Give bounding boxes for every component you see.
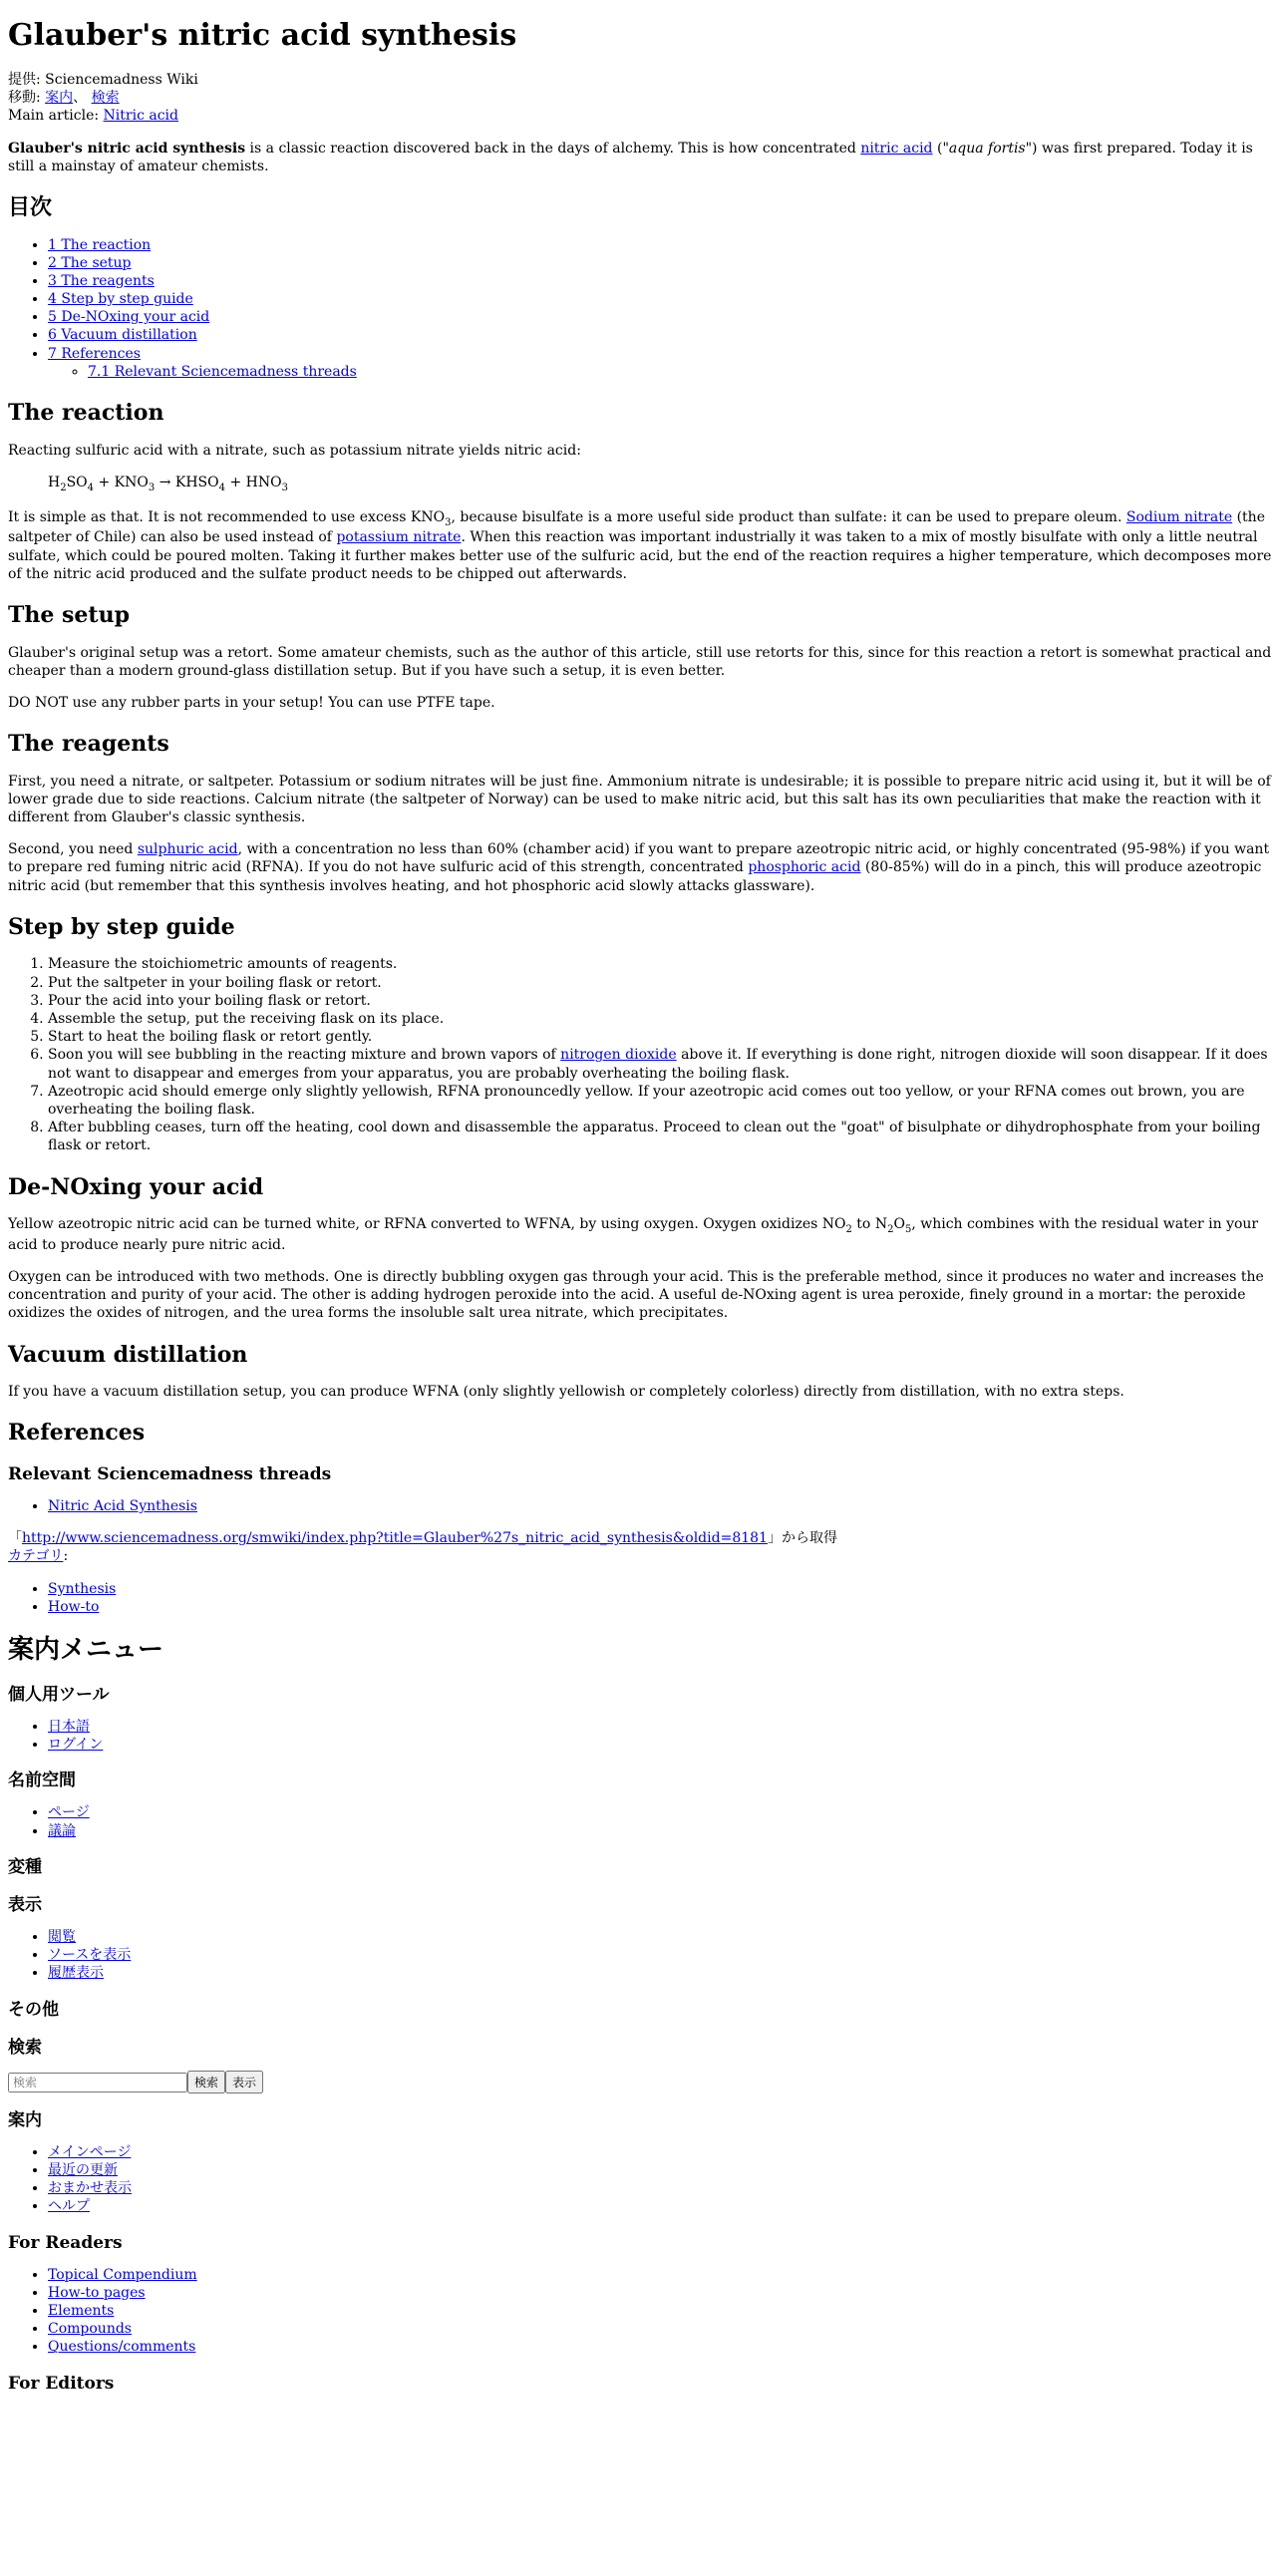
guide-step: 4. Assemble the setup, put the receiving flask on its place. <box>48 1010 1272 1028</box>
navigation-item <box>48 2143 1272 2161</box>
paragraph-text: O <box>893 1216 905 1233</box>
namespaces-list <box>8 1803 1272 1839</box>
reaction-paragraph-1: Reacting sulfuric acid with a nitrate, such as potassium nitrate yields nitric acid: <box>8 442 581 459</box>
compounds-link[interactable]: Compounds <box>48 2321 132 2338</box>
subscript: 3 <box>445 516 452 528</box>
guide-step: 7. Azeotropic acid should emerge only slightly yellowish, RFNA pronouncedly yellow. If your azeotropic acid comes out too yellow, or your RFNA comes out brown, you are overheating the boiling flask. <box>48 1083 1272 1119</box>
readers-item <box>48 2302 1272 2320</box>
view-item <box>48 1964 1272 1982</box>
page-tab-link[interactable]: ページ <box>48 1804 90 1821</box>
page <box>0 16 1280 2395</box>
view-item <box>48 1946 1272 1964</box>
toc-link-reaction[interactable]: 1 The reaction <box>48 236 152 253</box>
intro-text: (" <box>932 140 949 157</box>
toc-item <box>48 326 1272 344</box>
category-item <box>48 1580 1272 1598</box>
guide-steps <box>8 955 1272 1154</box>
main-article-prefix: Main article: <box>8 108 100 125</box>
equation-part: → KHSO <box>155 474 219 490</box>
namespaces-heading: 名前空間 <box>8 1771 76 1791</box>
section-heading-references: References <box>8 1420 146 1447</box>
login-link[interactable]: ログイン <box>48 1737 104 1754</box>
navigation-list <box>8 2143 1272 2216</box>
paragraph-text: , with a concentration no less than 60% (chamber acid) if you want to prepare azeotropic nitric acid, or highly concentrated (95-98%) if you want to prepare red fuming nitric acid (RFNA). If you do not have sulfuric acid of this strength, concentrated <box>8 841 1270 876</box>
denox-paragraph-1 <box>8 1215 1272 1254</box>
toc-title: 目次 <box>8 193 53 220</box>
equation-subscript: 3 <box>148 482 156 493</box>
search-input[interactable] <box>8 2073 187 2093</box>
howto-pages-link[interactable]: How-to pages <box>48 2284 146 2301</box>
equation-part: H <box>48 474 61 490</box>
threads-list <box>8 1497 1272 1515</box>
paragraph-text: , because bisulfate is a more useful side product than sulfate: it can be used to prepare oleum. <box>451 508 1126 525</box>
equation-subscript: 4 <box>87 482 95 493</box>
main-page-link[interactable]: メインページ <box>48 2143 132 2160</box>
toc-link-reagents[interactable]: 3 The reagents <box>48 272 155 289</box>
threads-subheading: Relevant Sciencemadness threads <box>8 1464 332 1485</box>
intro-bold-term: Glauber's nitric acid synthesis <box>8 140 246 157</box>
help-link[interactable]: ヘルプ <box>48 2198 90 2215</box>
variants-heading: 変種 <box>8 1856 42 1877</box>
toc-subitem <box>88 363 1272 381</box>
toc-link-guide[interactable]: 4 Step by step guide <box>48 291 193 308</box>
category-colon: : <box>63 1548 69 1565</box>
equation-subscript: 3 <box>281 482 288 493</box>
for-readers-list <box>8 2266 1272 2357</box>
category-synthesis-link[interactable]: Synthesis <box>48 1580 117 1597</box>
section-heading-vacuum: Vacuum distillation <box>8 1341 248 1368</box>
random-page-link[interactable]: おまかせ表示 <box>48 2180 132 2197</box>
for-readers-heading: For Readers <box>8 2232 123 2253</box>
toc-item <box>48 345 1272 381</box>
sodium-nitrate-link[interactable]: Sodium nitrate <box>1125 508 1233 525</box>
section-heading-reaction: The reaction <box>8 400 164 427</box>
toc-list <box>8 236 1272 382</box>
section-heading-denox: De-NOxing your acid <box>8 1173 264 1200</box>
intro-paragraph <box>8 140 1272 175</box>
readers-item <box>48 2284 1272 2302</box>
setup-paragraph-1: Glauber's original setup was a retort. Some amateur chemists, such as the author of this article, still use retorts for this, since for this reaction a retort is somewhat practical and cheaper than a modern ground-glass distillation setup. But if you have such a setup, it is even better. <box>8 644 1272 679</box>
equation-part: SO <box>66 474 88 490</box>
phosphoric-acid-link[interactable]: phosphoric acid <box>748 859 861 876</box>
view-source-link[interactable]: ソースを表示 <box>48 1947 132 1964</box>
categories-link[interactable]: カテゴリ <box>8 1548 64 1565</box>
guide-step: 1. Measure the stoichiometric amounts of reagents. <box>48 955 1272 973</box>
guide-step: 8. After bubbling ceases, turn off the heating, cool down and disassemble the apparatus. Proceed to clean out the "goat" of bisulphate or dihydrophosphate from your boiling flask or retort. <box>48 1119 1272 1154</box>
paragraph-text: (the saltpeter of Chile) can also be used instead of <box>8 508 1265 546</box>
toc-item <box>48 272 1272 290</box>
nitrogen-dioxide-link[interactable]: nitrogen dioxide <box>560 1047 677 1064</box>
search-form <box>8 2071 1272 2093</box>
navigation-item <box>48 2197 1272 2215</box>
nitric-acid-link[interactable]: nitric acid <box>860 140 933 157</box>
guide-step: 3. Pour the acid into your boiling flask or retort. <box>48 992 1272 1010</box>
guide-step: 2. Put the saltpeter in your boiling flask or retort. <box>48 974 1272 992</box>
category-howto-link[interactable]: How-to <box>48 1598 100 1615</box>
section-heading-reagents: The reagents <box>8 731 169 758</box>
reaction-paragraph-2 <box>8 508 1272 583</box>
intro-text: ") was first prepared. Today it is still a mainstay of amateur chemists. <box>8 140 1253 174</box>
toc-item <box>48 254 1272 272</box>
thread-item <box>48 1497 1272 1515</box>
main-article-link[interactable]: Nitric acid <box>103 108 178 125</box>
guide-step: 5. Start to heat the boiling flask or retort gently. <box>48 1028 1272 1046</box>
language-link[interactable]: 日本語 <box>48 1718 90 1735</box>
talk-tab-link[interactable]: 議論 <box>48 1822 76 1839</box>
toc-item <box>48 308 1272 326</box>
paragraph-text: to N <box>851 1216 888 1233</box>
retrieved-bracket: 「 <box>8 1530 22 1547</box>
toc-link-threads[interactable]: 7.1 Relevant Sciencemadness threads <box>88 363 357 380</box>
sulphuric-acid-link[interactable]: sulphuric acid <box>137 841 238 858</box>
paragraph-text: Yellow azeotropic nitric acid can be turned white, or RFNA converted to WFNA, by using oxygen. Oxygen oxidizes NO <box>8 1216 846 1233</box>
jump-to-navigation-link[interactable]: 案内 <box>45 90 74 107</box>
toc-link-setup[interactable]: 2 The setup <box>48 254 132 271</box>
page-title: Glauber's nitric acid synthesis <box>8 18 517 53</box>
toc-item <box>48 236 1272 254</box>
search-heading: 検索 <box>8 2037 42 2058</box>
subscript: 5 <box>904 1223 912 1235</box>
potassium-nitrate-link[interactable]: potassium nitrate <box>336 529 462 546</box>
toc-link-denox[interactable]: 5 De-NOxing your acid <box>48 309 210 326</box>
go-button[interactable]: 表示 <box>225 2071 263 2093</box>
site-sub: 提供: Sciencemadness Wiki <box>8 72 198 88</box>
nav-menu-heading: 案内メニュー <box>8 1635 164 1666</box>
history-link[interactable]: 履歴表示 <box>48 1965 104 1982</box>
retrieved-suffix: 」から取得 <box>767 1530 837 1547</box>
reagents-paragraph-1: First, you need a nitrate, or saltpeter. Potassium or sodium nitrates will be just fine. Ammonium nitrate is undesirable; it is possible to prepare nitric acid using it, but it will be of lower grade due to side reactions. Calcium nitrate (the saltpeter of Norway) can be used to make nitric acid, but this salt has its own peculiarities that make the reaction with it different from Glauber's classic synthesis. <box>8 773 1271 826</box>
retrieved-from <box>8 1529 1272 1547</box>
recent-changes-link[interactable]: 最近の更新 <box>48 2162 118 2178</box>
paragraph-text: , which combines with the residual water in your acid to produce nearly pure nitric acid. <box>8 1216 1259 1253</box>
main-article-note <box>8 107 1272 125</box>
equation-part: + KNO <box>94 474 149 490</box>
reagents-paragraph-2 <box>8 840 1272 895</box>
search-button[interactable]: 検索 <box>187 2071 225 2093</box>
intro-italic-term: aqua fortis <box>948 140 1026 157</box>
denox-paragraph-2: Oxygen can be introduced with two methods. One is directly bubbling oxygen gas through your acid. This is the preferable method, since it produces no water and increases the concentration and purity of your acid. The other is adding hydrogen peroxide into the acid. A useful de-NOxing agent is urea peroxide, finely ground in a mortar: the peroxide oxidizes the oxides of nitrogen, and the urea forms the insoluble salt urea nitrate, which precipitates. <box>8 1269 1264 1322</box>
equation-part: + HNO <box>225 474 282 490</box>
toc-link-references[interactable]: 7 References <box>48 345 141 362</box>
thread-link[interactable]: Nitric Acid Synthesis <box>48 1498 197 1515</box>
views-list <box>8 1928 1272 1983</box>
paragraph-text: It is simple as that. It is not recommended to use excess KNO <box>8 508 446 525</box>
jump-prefix: 移動: <box>8 90 41 107</box>
jump-links <box>8 89 1272 107</box>
category-list <box>8 1580 1272 1616</box>
read-link[interactable]: 閲覧 <box>48 1928 76 1945</box>
elements-link[interactable]: Elements <box>48 2303 115 2320</box>
jump-to-search-link[interactable]: 検索 <box>91 90 120 107</box>
view-item <box>48 1928 1272 1946</box>
section-heading-guide: Step by step guide <box>8 913 235 940</box>
toc-item <box>48 290 1272 308</box>
readers-item <box>48 2338 1272 2356</box>
step-text: Soon you will see bubbling in the reacting mixture and brown vapors of <box>48 1047 561 1064</box>
paragraph-text: . When this reaction was important industrially it was taken to a mix of mostly bisulfate with only a little neutral sulfate, which could be poured molten. Taking it further makes better use of the sulfuric acid, but the end of the reaction requires a higher temperature, which decomposes more of the nitric acid produced and the sulfate product needs to be chipped out afterwards. <box>8 529 1272 582</box>
namespace-item <box>48 1803 1272 1821</box>
views-heading: 表示 <box>8 1894 42 1915</box>
paragraph-text: Second, you need <box>8 841 138 858</box>
subscript: 2 <box>887 1223 894 1235</box>
namespace-item <box>48 1822 1272 1840</box>
readers-item <box>48 2266 1272 2284</box>
navigation-heading: 案内 <box>8 2109 42 2130</box>
equation-subscript: 2 <box>60 482 67 493</box>
step-text: above it. If everything is done right, nitrogen dioxide will soon disappear. If it does not want to disappear and emerges from your apparatus, you are probably overheating the boiling flask. <box>48 1047 1268 1082</box>
category-label-row <box>8 1547 1272 1565</box>
navigation-item <box>48 2161 1272 2179</box>
personal-tools-heading: 個人用ツール <box>8 1684 110 1705</box>
navigation-item <box>48 2179 1272 2197</box>
vacuum-paragraph: If you have a vacuum distillation setup, you can produce WFNA (only slightly yellowish or completely colorless) directly from distillation, with no extra steps. <box>8 1384 1124 1401</box>
personal-item <box>48 1718 1272 1736</box>
personal-item <box>48 1736 1272 1754</box>
paragraph-text: (80-85%) will do in a pinch, this will produce azeotropic nitric acid (but remember that this synthesis involves heating, and hot phosphoric acid slowly attacks glassware). <box>8 859 1262 894</box>
guide-step <box>48 1046 1272 1082</box>
setup-paragraph-2: DO NOT use any rubber parts in your setup! You can use PTFE tape. <box>8 694 495 711</box>
intro-text: is a classic reaction discovered back in the days of alchemy. This is how concentrated <box>245 140 861 157</box>
personal-tools-list <box>8 1718 1272 1754</box>
jump-separator: 、 <box>73 90 88 107</box>
topical-compendium-link[interactable]: Topical Compendium <box>48 2266 197 2283</box>
equation-subscript: 4 <box>218 482 225 493</box>
readers-item <box>48 2320 1272 2338</box>
section-heading-setup: The setup <box>8 601 130 628</box>
more-heading: その他 <box>8 1999 59 2020</box>
category-item <box>48 1598 1272 1616</box>
reaction-equation <box>48 474 1272 494</box>
for-editors-heading: For Editors <box>8 2373 115 2394</box>
questions-comments-link[interactable]: Questions/comments <box>48 2339 196 2356</box>
subscript: 2 <box>845 1223 852 1235</box>
toc-sublist <box>48 363 1272 381</box>
permalink[interactable]: http://www.sciencemadness.org/smwiki/index.php?title=Glauber%27s_nitric_acid_synthesis&oldid=8181 <box>22 1530 768 1547</box>
toc-link-vacuum[interactable]: 6 Vacuum distillation <box>48 327 197 344</box>
